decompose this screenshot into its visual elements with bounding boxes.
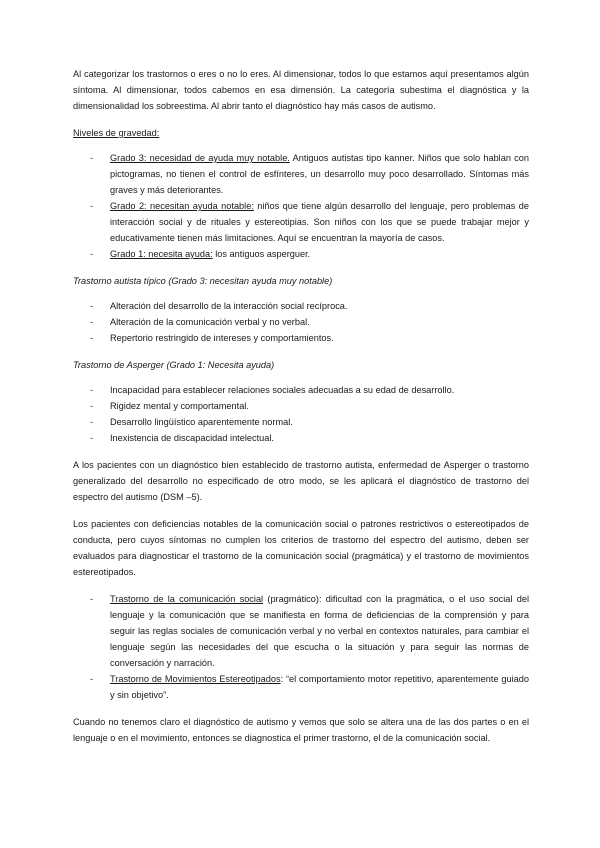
tat-list [73, 298, 529, 346]
asp-item: Desarrollo lingüístico aparentemente normal. [110, 417, 293, 427]
grados-list [73, 150, 529, 262]
dash-bullet: - [90, 385, 94, 395]
trastorno-term: Trastorno de la comunicación social [110, 594, 264, 604]
list-item [73, 398, 529, 414]
asp-item: Rigidez mental y comportamental. [110, 401, 249, 411]
list-item [73, 382, 529, 398]
tat-heading: Trastorno autista típico (Grado 3: necesitan ayuda muy notable) [73, 276, 333, 286]
asp-list [73, 382, 529, 446]
document-page [73, 66, 529, 746]
grado-term: Grado 1: necesita ayuda: [110, 249, 213, 259]
list-item [73, 198, 529, 246]
list-item [73, 298, 529, 314]
dash-bullet: - [90, 301, 94, 311]
list-item [73, 246, 529, 262]
diagnosis-paragraph: A los pacientes con un diagnóstico bien establecido de trastorno autista, enfermedad de Asperger o trastorno generalizado del desarrollo no especificado de otro modo, se les aplicará el diagnóstico de trastorno del espectro del autismo (DSM –5). [73, 460, 529, 502]
list-item [73, 330, 529, 346]
grado-text: los antiguos asperguer. [212, 249, 311, 259]
list-item [73, 314, 529, 330]
list-item [73, 150, 529, 198]
asp-item: Incapacidad para establecer relaciones sociales adecuadas a su edad de desarrollo. [110, 385, 455, 395]
dash-bullet: - [90, 317, 94, 327]
closing-paragraph: Cuando no tenemos claro el diagnóstico de autismo y vemos que solo se altera una de las dos partes o en el lenguaje o en el movimiento, entonces se diagnostica el primer trastorno, el de la comunicación social. [73, 717, 529, 743]
list-item [73, 591, 529, 671]
tat-item: Alteración de la comunicación verbal y no verbal. [110, 317, 310, 327]
tat-item: Alteración del desarrollo de la interacción social recíproca. [110, 301, 348, 311]
trastorno-text: (pragmático): dificultad con la pragmática, o el uso social del lenguaje y la comunicación que se manifiesta en forma de deficiencias de la comprensión y para seguir las reglas sociales de comunicación verbal y no verbal en contextos naturales, para cambiar el lenguaje según las necesidades del que escucha o la situación y para seguir las normas de conversación y narración. [110, 594, 529, 668]
list-item [73, 671, 529, 703]
deficiencies-paragraph: Los pacientes con deficiencias notables de la comunicación social o patrones restrictivos o estereotipados de conducta, pero cuyos síntomas no cumplen los criterios de trastorno del espectro del autismo, deben ser evaluados para diagnosticar el trastorno de la comunicación social (pragmática) y el trastorno de movimientos estereotipados. [73, 519, 529, 577]
dash-bullet: - [90, 333, 94, 343]
dash-bullet: - [90, 153, 94, 163]
intro-paragraph: Al categorizar los trastornos o eres o no lo eres. Al dimensionar, todos lo que estamos aquí presentamos algún síntoma. Al dimensionar, todos cabemos en esa dimensión. La categoría subestima el diagnóstica y la dimensionalidad los sobreestima. Al abrir tanto el diagnóstico hay más casos de autismo. [73, 69, 529, 111]
dash-bullet: - [90, 433, 94, 443]
asp-item: Inexistencia de discapacidad intelectual. [110, 433, 274, 443]
trastornos-list [73, 591, 529, 703]
dash-bullet: - [90, 201, 94, 211]
grado-text: niños que tiene algún desarrollo del lenguaje, pero problemas de interacción social y de rituales y estereotipias. Son niños con los que se puede trabajar mejor y educativamente tienen más limitaciones. Aquí se encuentran la mayoría de casos. [110, 201, 530, 243]
grado-term: Grado 3: necesidad de ayuda muy notable. [110, 153, 290, 163]
list-item [73, 430, 529, 446]
dash-bullet: - [90, 401, 94, 411]
dash-bullet: - [90, 594, 94, 604]
grado-term: Grado 2: necesitan ayuda notable: [110, 201, 254, 211]
dash-bullet: - [90, 417, 94, 427]
tat-item: Repertorio restringido de intereses y comportamientos. [110, 333, 334, 343]
dash-bullet: - [90, 249, 94, 259]
niveles-heading: Niveles de gravedad: [73, 128, 160, 138]
trastorno-term: Trastorno de Movimientos Estereotipados [110, 674, 281, 684]
dash-bullet: - [90, 674, 94, 684]
list-item [73, 414, 529, 430]
trastorno-text: : “el comportamiento motor repetitivo, aparentemente guiado y sin objetivo”. [110, 674, 529, 700]
grado-text: Antiguos autistas tipo kanner. Niños que solo hablan con pictogramas, no tienen el control de esfínteres, un desarrollo muy poco desarrollado. Síntomas más graves y más deteriorantes. [110, 153, 529, 195]
asp-heading: Trastorno de Asperger (Grado 1: Necesita ayuda) [73, 360, 275, 370]
